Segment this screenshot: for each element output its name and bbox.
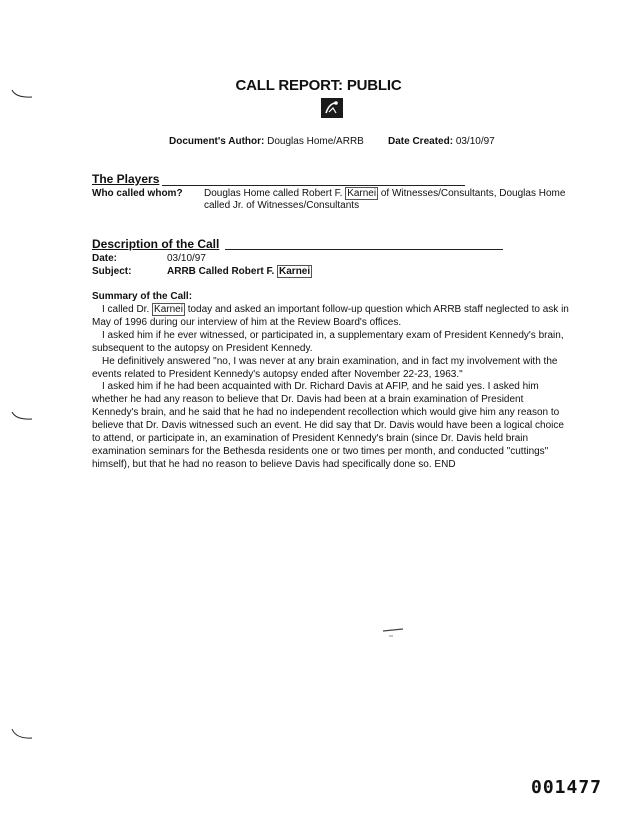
date-created-value: 03/10/97 [455, 136, 495, 147]
call-date-label: Date: [92, 253, 118, 264]
date-created [388, 136, 495, 147]
summary-p1-post: today and asked an important follow-up question which ARRB staff neglected to ask in May of 1996 during our interview of him at the Review Board's offices. [92, 304, 569, 328]
players-value [204, 188, 582, 212]
players-text-1: Douglas Home called Robert F. [204, 188, 343, 199]
document-number-stamp: 001477 [531, 777, 603, 798]
summary-paragraph-1 [92, 304, 572, 330]
subject-label: Subject: [92, 266, 132, 277]
margin-mark [10, 410, 36, 424]
call-date-value: 03/10/97 [167, 253, 206, 264]
subject-value [167, 266, 312, 278]
summary-p1-pre: I called Dr. [102, 304, 150, 315]
page-title: CALL REPORT: PUBLIC [235, 77, 402, 94]
subject-name-box: Karnei [279, 266, 311, 277]
date-created-label: Date Created: [388, 136, 454, 147]
margin-mark [10, 727, 36, 743]
summary-paragraph-4: I asked him if he had been acquainted with Dr. Richard Davis at AFIP, and he said yes. I asked him whether he had any reason to believe that Dr. Davis had been at a brain examination of President Kennedy's brain, and he said that he had no independent recollection which would give him any reason to believe that Dr. Davis witnessed such an event. He did say that Dr. Davis would have been a logical choice to attend, or participate in, an examination of President Kennedy's brain (since Dr. Davis held brain examination seminars for the Bethesda residents one or two times per month, and conducted "cuttings" himself), but that he had no reason to believe Davis had specifically done so. END [92, 381, 564, 470]
summary-paragraph-2: I asked him if he ever witnessed, or participated in, a supplementary exam of President Kennedy's brain, subsequent to the autopsy on President Kennedy. [92, 329, 564, 354]
margin-mark [10, 88, 36, 102]
description-rule [225, 249, 503, 250]
players-rule [162, 185, 465, 186]
subject-text: ARRB Called Robert F. [167, 266, 275, 277]
name-box: Karnei [347, 188, 377, 199]
document-author [169, 136, 364, 147]
summary-body [92, 304, 572, 472]
summary-name-box: Karnei [154, 304, 183, 315]
summary-paragraph-3: He definitively answered "no, I was never at any brain examination, and in fact my involvement with the events related to President Kennedy's autopsy ended after November 22-23, 1963." [92, 355, 558, 380]
players-text-3: called Jr. of Witnesses/Consultants [204, 200, 360, 211]
scan-smudge [381, 626, 407, 640]
logo-icon [321, 98, 343, 118]
players-heading: The Players [92, 172, 160, 186]
players-label: Who called whom? [92, 188, 183, 199]
players-text-2: of Witnesses/Consultants, Douglas Home [380, 188, 566, 199]
author-value: Douglas Home/ARRB [267, 136, 364, 147]
description-heading: Description of the Call [92, 237, 220, 251]
author-label: Document's Author: [169, 136, 265, 147]
summary-label: Summary of the Call: [92, 291, 193, 302]
